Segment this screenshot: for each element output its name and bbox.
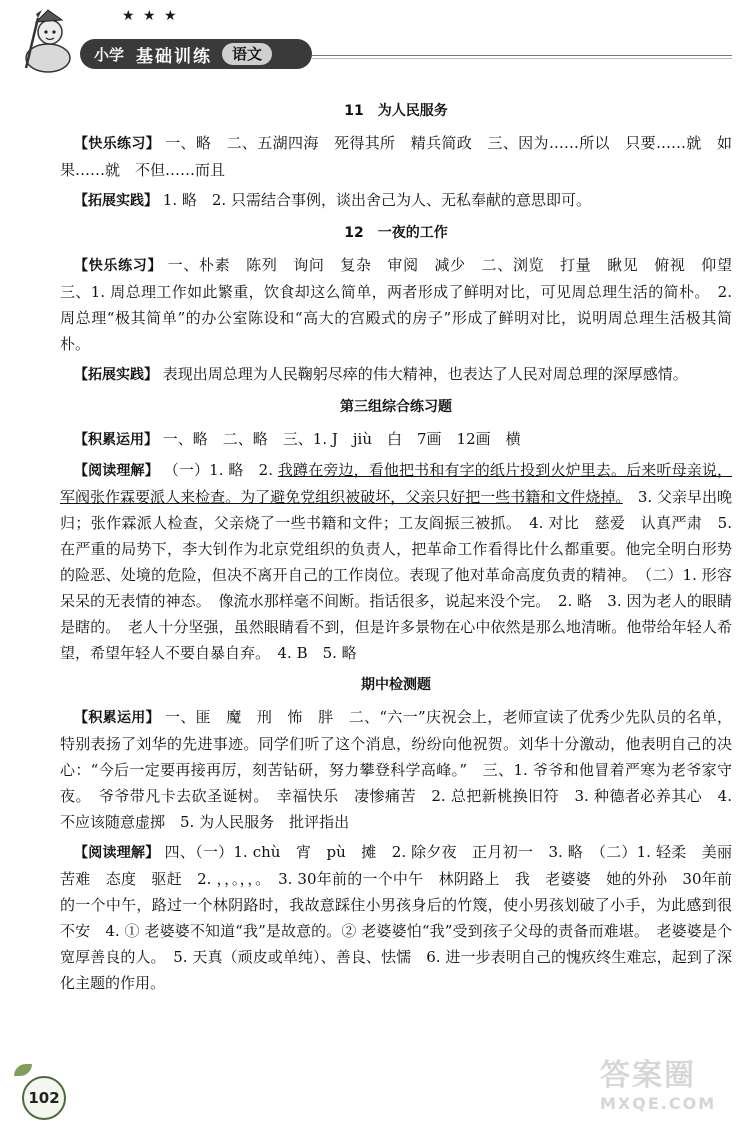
paragraph-text: （一）1. 略 2.	[163, 461, 278, 479]
scholar-figure-icon	[18, 8, 78, 76]
paragraph-text: 四、（一）1. chù 宵 pù 摊 2. 除夕夜 正月初一 3. 略 （二）1. 轻柔 美丽 苦难 态度 驱赶 2. ，，。，，。 3. 30年前的一个中午 林阴路上 我 老婆婆 她的外孙 30年前的一个中午，路过一个林阴路时，我故意踩住小男孩身后的竹篾，使小男孩划破了小手，为此感到很不安 4. ① 老婆婆不知道“我”是故意的。② 老婆婆怕“我”受到孩子父母的责备而难堪。 老婆婆是个宽厚善良的人。 5. 天真（顽皮或单纯）、善良、怯懦 6. 进一步表明自己的愧疚终生难忘，起到了深化主题的作用。	[60, 843, 748, 992]
answer-paragraph	[60, 361, 732, 388]
answer-paragraph	[60, 704, 732, 835]
answer-paragraph	[60, 426, 732, 453]
section-title: 11 为人民服务	[344, 103, 448, 119]
paragraph-text: 一、朴素 陈列 询问 复杂 审阅 减少 二、浏览 打量 瞅见 俯视 仰望 三、1. 周总理工作如此繁重，饮食却这么简单，两者形成了鲜明对比，可见周总理生活的简朴。 2. 周总理“极其简单”的办公室陈设和“高大的宫殿式的房子”形成了鲜明对比，说明周总理生活极其简朴。	[60, 256, 747, 353]
answer-paragraph	[60, 187, 732, 214]
page-header	[0, 0, 750, 92]
paragraph-text: 一、略 二、略 三、1. J jiù 白 7画 12画 横	[162, 430, 521, 448]
answer-paragraph	[60, 457, 732, 666]
paragraph-tag: 【快乐练习】	[74, 258, 163, 274]
header-divider	[312, 55, 732, 56]
answer-paragraph	[60, 252, 747, 357]
section-title: 12 一夜的工作	[344, 225, 448, 241]
underlined-answer: 我蹲在旁边，看他把书和有字的纸片投到火炉里去。后来听母亲说，军阀张作霖要派人来检查。为了避免党组织被破坏，父亲只好把一些书籍和文件烧掉。	[60, 461, 732, 506]
paragraph-tag: 【积累运用】	[74, 432, 158, 448]
watermark-main: 答案圈	[600, 1058, 696, 1093]
paragraph-text: 一、匪 魔 刑 怖 胖 二、“六一”庆祝会上，老师宣读了优秀少先队员的名单，特别表扬了刘华的先进事迹。同学们听了这个消息，纷纷向他祝贺。刘华十分激动，他表明自己的决心：“今后一定要再接再厉，刻苦钻研，努力攀登科学高峰。” 三、1. 爷爷和他冒着严寒为老爷家守夜。 爷爷带凡卡去砍圣诞树。 幸福快乐 凄惨痛苦 2. 总把新桃换旧符 3. 种德者必养其心 4. 不应该随意虚掷 5. 为人民服务 批评指出	[60, 708, 733, 831]
answer-paragraph	[60, 130, 732, 183]
paragraph-tag: 【拓展实践】	[74, 367, 158, 383]
page-number: 102	[22, 1076, 66, 1120]
paragraph-tag: 【阅读理解】	[74, 845, 160, 861]
answer-paragraph	[60, 839, 748, 996]
paragraph-text: 3. 父亲早出晚归；张作霖派人检查，父亲烧了一些书籍和文件；工友阎振三被抓。 4. 对比 慈爱 认真严肃 5. 在严重的局势下，李大钊作为北京党组织的负责人，把革命工作看得比什么都重要。他完全明白形势的险恶、处境的危险，但决不离开自己的工作岗位。表现了他对革命高度负责的精神。 （二）1. 形容呆呆的无表情的神态。 像流水那样毫不间断。指话很多，说起来没个完。 2. 略 3. 因为老人的眼睛是瞎的。 老人十分坚强，虽然眼睛看不到，但是许多景物在心中依然是那么地清晰。他带给年轻人希望，希望年轻人不要自暴自弃。 4. B 5. 略	[60, 488, 732, 662]
leaf-icon	[14, 1064, 32, 1076]
section-title: 第三组综合练习题	[340, 399, 452, 415]
grade-label: 小学	[94, 45, 125, 64]
subject-label: 语文	[222, 43, 272, 65]
paragraph-text: 1. 略 2. 只需结合事例，谈出舍己为人、无私奉献的意思即可。	[162, 191, 591, 209]
paragraph-tag: 【快乐练习】	[74, 136, 161, 152]
watermark	[600, 1058, 740, 1128]
paragraph-text: 一、略 二、五湖四海 死得其所 精兵简政 三、因为……所以 只要……就 如果……就 不但……而且	[60, 134, 732, 179]
series-badge	[80, 39, 312, 69]
paragraph-tag: 【阅读理解】	[74, 463, 159, 479]
watermark-sub: MXQE.COM	[600, 1094, 717, 1113]
section-title: 期中检测题	[361, 677, 431, 693]
paragraph-text: 表现出周总理为人民鞠躬尽瘁的伟大精神，也表达了人民对周总理的深厚感情。	[162, 365, 688, 383]
paragraph-tag: 【积累运用】	[74, 710, 160, 726]
answer-content	[60, 92, 748, 1000]
stars-decoration: ★ ★ ★	[122, 8, 179, 24]
header-divider	[312, 58, 732, 59]
paragraph-tag: 【拓展实践】	[74, 193, 158, 209]
series-title: 基础训练	[136, 46, 213, 67]
